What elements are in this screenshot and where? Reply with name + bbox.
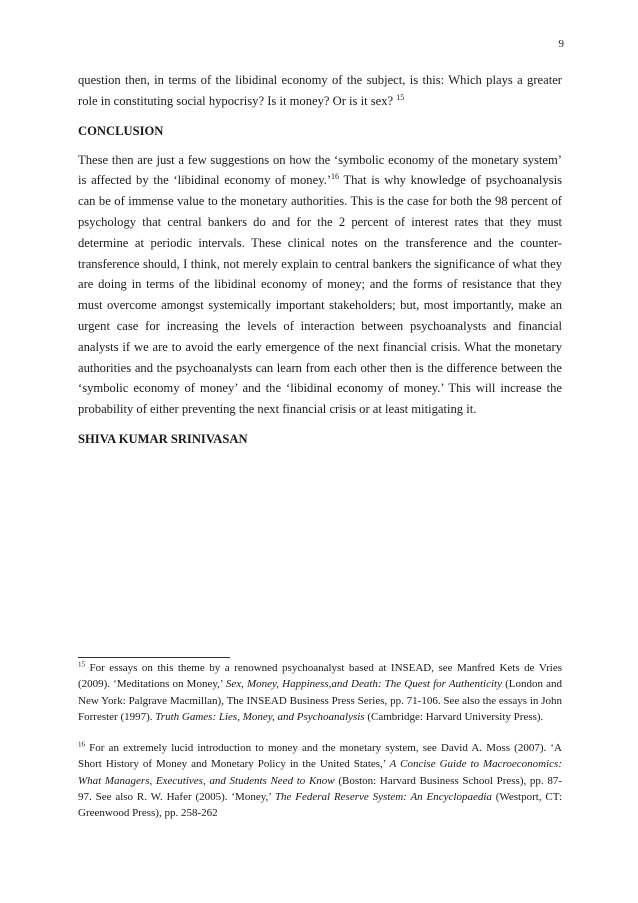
footnote-ref-15[interactable]: 15 (396, 92, 405, 102)
conclusion-text-part1: These then are just a few suggestions on how the ‘symbolic economy of the monetary system’ is affected by the ‘libidinal economy of money.’ (78, 152, 562, 188)
footnote-title: Sex, Money, Happiness,and Death: The Quest for Authenticity (225, 678, 502, 691)
intro-paragraph-text: question then, in terms of the libidinal economy of the subject, is this: Which plays a greater role in constituting social hypocrisy? Is it money? Or is it sex? (78, 73, 562, 108)
intro-paragraph (78, 70, 562, 112)
footnote-ref-16[interactable]: 16 (331, 172, 340, 182)
footnote-text: (Boston: Harvard Business School Press), pp. 87-97. See also R. W. Hafer (2005). ‘Money,’ (78, 774, 562, 804)
main-content (78, 70, 562, 458)
author-name: SHIVA KUMAR SRINIVASAN (78, 431, 248, 446)
footnote-title: The Federal Reserve System: An Encyclopaedia (274, 791, 492, 804)
conclusion-paragraph (78, 150, 562, 420)
footnote-divider (78, 657, 230, 658)
footnote-title: A Concise Guide to Macroeconomics: What Managers, Executives, and Students Need to Know (78, 758, 562, 787)
footnote-number: 15 (78, 660, 85, 669)
footnote-text: (Westport, CT: Greenwood Press), pp. 258-262 (78, 791, 562, 820)
page-number: 9 (558, 38, 564, 50)
footnotes (78, 660, 562, 837)
footnote-15 (78, 660, 562, 725)
conclusion-text-part2: That is why knowledge of psychoanalysis can be of immense value to the monetary authorities. This is the case for both the 98 percent of psychology that central bankers do and for the 2 percent of interest rates that they must determine at periodic intervals. These clinical notes on the transference and the counter-transference should, I think, not merely explain to central bankers the significance of what they are doing in terms of the libidinal economy of money; and the forms of resistance that they must overcome amongst systemically important stakeholders; but, most importantly, make an urgent case for increasing the levels of interaction between psychoanalysts and financial analysts if we are to avoid the early emergence of the next financial crisis. What the monetary authorities and the psychoanalysts can learn from each other then is the difference between the ‘symbolic economy of money’ and the ‘libidinal economy of money.’ This will increase the probability of either preventing the next financial crisis or at least mitigating it. (78, 173, 562, 417)
footnote-title: Truth Games: Lies, Money, and Psychoanalysis (155, 710, 365, 723)
footnote-text: (London and New York: Palgrave Macmillan), The INSEAD Business Press Series, pp. 71-106. See also the essays in John Forrester (1997). (78, 678, 562, 723)
footnote-16 (78, 740, 562, 821)
conclusion-heading: CONCLUSION (78, 123, 164, 138)
footnote-number: 16 (78, 740, 85, 749)
footnote-text: For an extremely lucid introduction to money and the monetary system, see David A. Moss (2007). ‘A Short History of Money and Monetary Policy in the United States,’ (78, 742, 562, 771)
footnote-text: (Cambridge: Harvard University Press). (364, 710, 544, 723)
footnote-text: For essays on this theme by a renowned psychoanalyst based at INSEAD, see Manfred Kets de Vries (2009). ‘Meditations on Money,’ (78, 662, 562, 691)
